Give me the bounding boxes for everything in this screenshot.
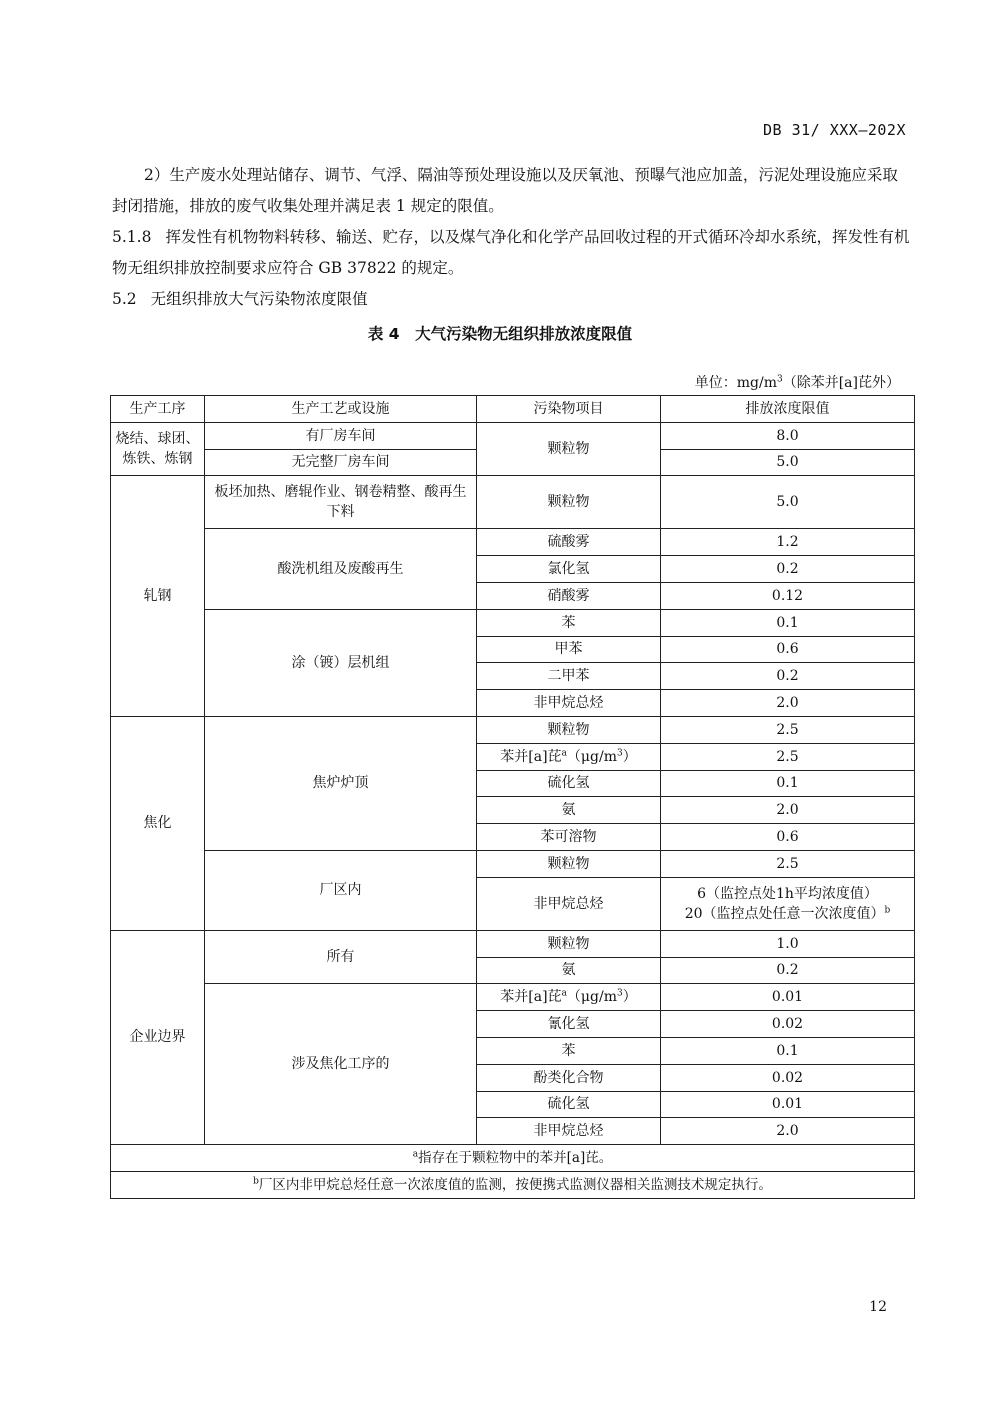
pollutant-cell: 颗粒物	[477, 476, 661, 529]
pollutant-cell: 氯化氢	[477, 556, 661, 583]
process-cell: 焦炉炉顶	[205, 716, 477, 850]
process-cell: 所有	[205, 930, 477, 984]
limit-cell: 0.1	[661, 609, 915, 636]
limit-cell: 0.02	[661, 1064, 915, 1091]
table-note-row	[111, 1171, 915, 1198]
unit-note	[695, 372, 900, 392]
table-row	[111, 422, 915, 449]
pollutant-cell: 氨	[477, 957, 661, 984]
limit-cell: 0.2	[661, 663, 915, 690]
clause-heading: 无组织排放大气污染物浓度限值	[150, 290, 368, 308]
clause-5-1-8	[112, 222, 912, 284]
pollutant-cell: 苯可溶物	[477, 824, 661, 851]
process-cell: 厂区内	[205, 850, 477, 930]
limit-cell: 1.2	[661, 529, 915, 556]
limit-cell: 5.0	[661, 476, 915, 529]
table-row	[111, 850, 915, 877]
pollutant-cell: 颗粒物	[477, 422, 661, 476]
table-row	[111, 716, 915, 743]
paragraph-sludge-treatment: 2）生产废水处理站储存、调节、气浮、隔油等预处理设施以及厌氧池、预曝气池应加盖，污泥处理设施应采取封闭措施，排放的废气收集处理并满足表 1 规定的限值。	[112, 166, 898, 215]
table-row	[111, 476, 915, 529]
limit-cell: 0.12	[661, 582, 915, 609]
table-title: 表 4 大气污染物无组织排放浓度限值	[367, 325, 633, 343]
limit-cell: 8.0	[661, 422, 915, 449]
limit-cell: 2.0	[661, 690, 915, 717]
header-limit: 排放浓度限值	[661, 396, 915, 423]
table-note-row	[111, 1145, 915, 1172]
limit-cell: 0.6	[661, 636, 915, 663]
document-code: DB 31/ XXX—202X	[763, 121, 906, 139]
unit-sup: 3	[776, 374, 783, 385]
pollutant-cell: 非甲烷总烃	[477, 1118, 661, 1145]
pollutant-cell: 酚类化合物	[477, 1064, 661, 1091]
limit-cell: 5.0	[661, 449, 915, 476]
header-process: 生产工序	[111, 396, 205, 423]
limit-cell: 0.2	[661, 556, 915, 583]
clause-number: 5.2	[112, 290, 137, 308]
limit-cell: 0.01	[661, 1091, 915, 1118]
pollutant-cell: 硫酸雾	[477, 529, 661, 556]
group-sinter: 烧结、球团、炼铁、炼钢	[111, 422, 205, 476]
emission-limits-table	[110, 395, 915, 1199]
pollutant-cell: 硫化氢	[477, 1091, 661, 1118]
limit-cell: 0.02	[661, 1011, 915, 1038]
process-cell: 板坯加热、磨辊作业、钢卷精整、酸再生下料	[205, 476, 477, 529]
limit-cell: 2.0	[661, 1118, 915, 1145]
group-boundary: 企业边界	[111, 930, 205, 1144]
limit-cell	[661, 877, 915, 930]
limit-cell: 1.0	[661, 930, 915, 957]
limit-cell: 2.0	[661, 797, 915, 824]
process-cell: 酸洗机组及废酸再生	[205, 529, 477, 609]
limit-cell: 2.5	[661, 716, 915, 743]
footnote-b: $^b$厂区内非甲烷总烃任意一次浓度值的监测，按便携式监测仪器相关监测技术规定执行。	[111, 1171, 915, 1198]
pollutant-cell: 颗粒物	[477, 930, 661, 957]
group-rolling: 轧钢	[111, 476, 205, 717]
header-pollutant: 污染物项目	[477, 396, 661, 423]
page-number: 12	[869, 1299, 887, 1315]
unit-suffix: （除苯并[a]芘外）	[782, 375, 900, 391]
limit-cell: 2.5	[661, 743, 915, 770]
process-cell: 涉及焦化工序的	[205, 984, 477, 1145]
process-cell: 无完整厂房车间	[205, 449, 477, 476]
process-cell: 涂（镀）层机组	[205, 609, 477, 716]
pollutant-cell: 硝酸雾	[477, 582, 661, 609]
limit-cell: 0.01	[661, 984, 915, 1011]
pollutant-cell: 二甲苯	[477, 663, 661, 690]
table-row	[111, 609, 915, 636]
pollutant-cell: 苯	[477, 609, 661, 636]
clause-text: 挥发性有机物物料转移、输送、贮存，以及煤气净化和化学产品回收过程的开式循环冷却水系统，挥发性有机物无组织排放控制要求应符合 GB 37822 的规定。	[112, 228, 910, 277]
table-row	[111, 984, 915, 1011]
pollutant-cell: 硫化氢	[477, 770, 661, 797]
limit-cell: 0.1	[661, 770, 915, 797]
footnote-a: $^a$指存在于颗粒物中的苯并[a]芘。	[111, 1145, 915, 1172]
limit-cell: 0.1	[661, 1037, 915, 1064]
pollutant-cell: 氨	[477, 797, 661, 824]
limit-line: 6（监控点处1h平均浓度值）	[697, 885, 878, 902]
group-coking: 焦化	[111, 716, 205, 930]
pollutant-cell: 颗粒物	[477, 850, 661, 877]
unit-prefix: 单位：mg/m	[694, 375, 777, 391]
table-row	[111, 529, 915, 556]
pollutant-cell: 颗粒物	[477, 716, 661, 743]
pollutant-cell: 苯	[477, 1037, 661, 1064]
limit-cell: 0.6	[661, 824, 915, 851]
table-header-row	[111, 396, 915, 423]
process-cell: 有厂房车间	[205, 422, 477, 449]
pollutant-cell: 甲苯	[477, 636, 661, 663]
clause-5-2	[112, 284, 912, 315]
header-facility: 生产工艺或设施	[205, 396, 477, 423]
pollutant-cell: 苯并[a]芘$^a(\mu g/m^3)$	[477, 743, 661, 770]
pollutant-cell: 非甲烷总烃	[477, 877, 661, 930]
table-row	[111, 930, 915, 957]
pollutant-cell: 氰化氢	[477, 1011, 661, 1038]
limit-cell: 0.2	[661, 957, 915, 984]
pollutant-cell: 苯并[a]芘$^a(\mu g/m^3)$	[477, 984, 661, 1011]
limit-cell: 2.5	[661, 850, 915, 877]
limit-line: 20（监控点处任意一次浓度值）$^b$	[684, 905, 891, 922]
clause-number: 5.1.8	[112, 228, 152, 246]
pollutant-cell: 非甲烷总烃	[477, 690, 661, 717]
